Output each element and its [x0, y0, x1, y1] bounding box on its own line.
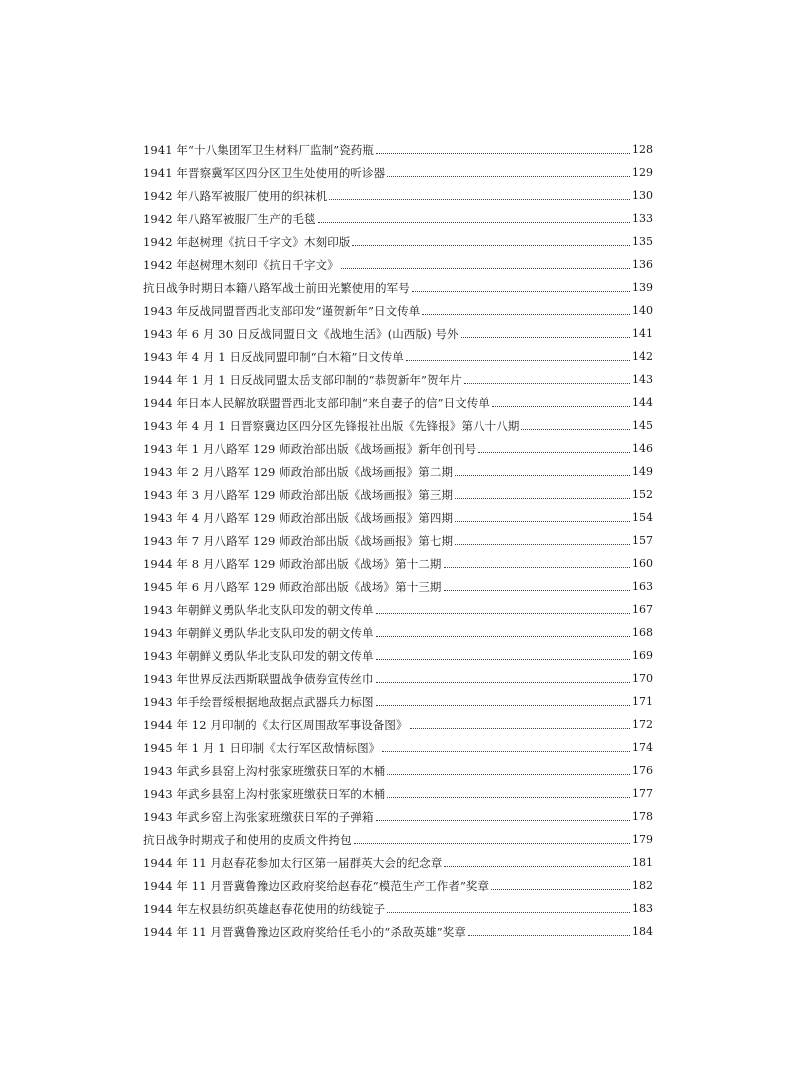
toc-entry[interactable] [143, 433, 653, 456]
toc-entry-page-number: 163 [632, 580, 653, 593]
toc-entry-page-number: 152 [632, 488, 653, 501]
toc-entry-page-number: 145 [632, 419, 653, 432]
toc-entry-title: 1943 年 3 月八路军 129 师政治部出版《战场画报》第三期 [143, 488, 454, 502]
toc-entry[interactable] [143, 479, 653, 502]
toc-entry-title: 1943 年武乡窑上沟张家班缴获日军的子弹箱 [143, 810, 374, 824]
toc-entry-page-number: 133 [632, 212, 653, 225]
toc-entry-page-number: 157 [632, 534, 653, 547]
toc-entry-page-number: 136 [632, 258, 653, 271]
toc-entry[interactable] [143, 548, 653, 571]
toc-entry-title: 1943 年 7 月八路军 129 师政治部出版《战场画报》第七期 [143, 534, 454, 548]
toc-entry-page-number: 167 [632, 603, 653, 616]
toc-entry-title: 1943 年 4 月 1 日晋察冀边区四分区先锋报社出版《先锋报》第八十八期 [143, 419, 520, 433]
toc-entry-page-number: 171 [632, 695, 653, 708]
toc-dot-leader [352, 245, 630, 246]
toc-dot-leader [406, 360, 630, 361]
toc-entry-page-number: 160 [632, 557, 653, 570]
toc-entry-page-number: 183 [632, 902, 653, 915]
toc-entry[interactable] [143, 525, 653, 548]
toc-entry-page-number: 169 [632, 649, 653, 662]
toc-entry-page-number: 182 [632, 879, 653, 892]
toc-entry[interactable] [143, 387, 653, 410]
toc-entry-page-number: 146 [632, 442, 653, 455]
toc-entry-title: 1943 年 4 月八路军 129 师政治部出版《战场画报》第四期 [143, 511, 454, 525]
toc-entry[interactable] [143, 571, 653, 594]
toc-dot-leader [376, 682, 630, 683]
toc-entry[interactable] [143, 180, 653, 203]
toc-entry-title: 1945 年 6 月八路军 129 师政治部出版《战场》第十三期 [143, 580, 442, 594]
toc-entry-page-number: 139 [632, 281, 653, 294]
toc-dot-leader [354, 843, 630, 844]
toc-entry-title: 1944 年日本人民解放联盟晋西北支部印制“来自妻子的信”日文传单 [143, 396, 490, 410]
toc-entry-title: 1943 年反战同盟晋西北支部印发“谨贺新年”日文传单 [143, 304, 421, 318]
toc-entry-page-number: 129 [632, 166, 653, 179]
toc-entry-page-number: 140 [632, 304, 653, 317]
toc-entry[interactable] [143, 870, 653, 893]
toc-entry-page-number: 177 [632, 787, 653, 800]
toc-dot-leader [444, 590, 630, 591]
toc-entry-title: 1941 年“十八集团军卫生材料厂监制”瓷药瓶 [143, 143, 374, 157]
toc-dot-leader [521, 429, 630, 430]
toc-dot-leader [455, 544, 630, 545]
toc-entry-title: 1942 年赵树理木刻印《抗日千字文》 [143, 258, 339, 272]
toc-entry-title: 1944 年 11 月晋冀鲁豫边区政府奖给任毛小的“杀敌英雄”奖章 [143, 925, 466, 939]
toc-entry-page-number: 172 [632, 718, 653, 731]
toc-entry-title: 1943 年 6 月 30 日反战同盟日文《战地生活》(山西版) 号外 [143, 327, 459, 341]
toc-entry[interactable] [143, 295, 653, 318]
toc-entry-page-number: 143 [632, 373, 653, 386]
toc-entry-page-number: 178 [632, 810, 653, 823]
toc-dot-leader [376, 636, 630, 637]
toc-entry-page-number: 176 [632, 764, 653, 777]
toc-dot-leader [387, 176, 630, 177]
toc-entry-page-number: 174 [632, 741, 653, 754]
toc-entry[interactable] [143, 617, 653, 640]
toc-dot-leader [387, 912, 630, 913]
toc-dot-leader [444, 567, 630, 568]
toc-entry[interactable] [143, 318, 653, 341]
toc-dot-leader [376, 705, 630, 706]
toc-entry-page-number: 144 [632, 396, 653, 409]
toc-entry-title: 抗日战争时期日本籍八路军战士前田光繁使用的军号 [143, 281, 410, 295]
toc-dot-leader [341, 268, 630, 269]
toc-entry-title: 1944 年左权县纺织英雄赵春花使用的纺线锭子 [143, 902, 386, 916]
toc-entry[interactable] [143, 203, 653, 226]
toc-entry-title: 1944 年 12 月印制的《太行区周围敌军事设备图》 [143, 718, 408, 732]
toc-entry[interactable] [143, 801, 653, 824]
toc-entry-title: 1943 年 1 月八路军 129 师政治部出版《战场画报》新年创刊号 [143, 442, 477, 456]
toc-entry[interactable] [143, 916, 653, 939]
toc-entry[interactable] [143, 456, 653, 479]
toc-entry-title: 1944 年 11 月赵春花参加太行区第一届群英大会的纪念章 [143, 856, 443, 870]
toc-entry-title: 1943 年武乡县窑上沟村张家班缴获日军的木桶 [143, 764, 386, 778]
toc-entry-page-number: 128 [632, 143, 653, 156]
toc-entry-page-number: 179 [632, 833, 653, 846]
toc-entry-page-number: 168 [632, 626, 653, 639]
toc-entry-title: 1943 年朝鲜义勇队华北支队印发的朝文传单 [143, 603, 374, 617]
toc-entry-page-number: 184 [632, 925, 653, 938]
toc-dot-leader [376, 659, 630, 660]
toc-dot-leader [376, 820, 630, 821]
toc-entry-title: 1945 年 1 月 1 日印制《太行军区敌情标图》 [143, 741, 381, 755]
toc-entry[interactable] [143, 341, 653, 364]
toc-entry[interactable] [143, 157, 653, 180]
toc-entry-title: 1943 年 4 月 1 日反战同盟印制“白木箱”日文传单 [143, 350, 404, 364]
toc-dot-leader [382, 751, 630, 752]
toc-dot-leader [387, 774, 630, 775]
toc-dot-leader [318, 222, 630, 223]
toc-entry-title: 1944 年 11 月晋冀鲁豫边区政府奖给赵春花“模范生产工作者”奖章 [143, 879, 490, 893]
toc-entry-title: 1942 年八路军被服厂使用的织袜机 [143, 189, 328, 203]
toc-entry[interactable] [143, 249, 653, 272]
toc-entry[interactable] [143, 755, 653, 778]
toc-entry-title: 抗日战争时期戎子和使用的皮质文件挎包 [143, 833, 352, 847]
toc-entry-page-number: 149 [632, 465, 653, 478]
toc-dot-leader [478, 452, 630, 453]
toc-entry-page-number: 141 [632, 327, 653, 340]
toc-entry-page-number: 142 [632, 350, 653, 363]
toc-entry[interactable] [143, 594, 653, 617]
toc-entry[interactable] [143, 893, 653, 916]
toc-dot-leader [461, 337, 630, 338]
table-of-contents [143, 134, 653, 939]
toc-dot-leader [491, 889, 630, 890]
toc-dot-leader [455, 498, 630, 499]
toc-dot-leader [410, 728, 630, 729]
toc-entry-title: 1943 年武乡县窑上沟村张家班缴获日军的木桶 [143, 787, 386, 801]
toc-entry[interactable] [143, 134, 653, 157]
toc-entry-title: 1943 年手绘晋绥根据地敌据点武器兵力标图 [143, 695, 374, 709]
toc-dot-leader [376, 613, 630, 614]
toc-dot-leader [329, 199, 630, 200]
toc-entry[interactable] [143, 778, 653, 801]
toc-entry[interactable] [143, 640, 653, 663]
toc-entry-title: 1942 年赵树理《抗日千字文》木刻印版 [143, 235, 351, 249]
toc-entry-title: 1944 年 1 月 1 日反战同盟太岳支部印制的“恭贺新年”贺年片 [143, 373, 462, 387]
toc-dot-leader [468, 935, 630, 936]
toc-dot-leader [492, 406, 630, 407]
toc-dot-leader [422, 314, 630, 315]
toc-entry-title: 1943 年世界反法西斯联盟战争债券宣传丝巾 [143, 672, 374, 686]
toc-entry[interactable] [143, 272, 653, 295]
toc-dot-leader [455, 475, 630, 476]
toc-entry[interactable] [143, 709, 653, 732]
toc-entry[interactable] [143, 410, 653, 433]
toc-entry[interactable] [143, 226, 653, 249]
toc-entry[interactable] [143, 847, 653, 870]
toc-entry[interactable] [143, 824, 653, 847]
toc-entry-page-number: 170 [632, 672, 653, 685]
toc-dot-leader [444, 866, 630, 867]
toc-entry-page-number: 135 [632, 235, 653, 248]
toc-dot-leader [387, 797, 630, 798]
toc-entry-title: 1941 年晋察冀军区四分区卫生处使用的听诊器 [143, 166, 386, 180]
toc-dot-leader [464, 383, 630, 384]
toc-entry-page-number: 130 [632, 189, 653, 202]
toc-entry-title: 1944 年 8 月八路军 129 师政治部出版《战场》第十二期 [143, 557, 442, 571]
toc-dot-leader [376, 153, 630, 154]
toc-dot-leader [412, 291, 630, 292]
toc-entry-title: 1943 年朝鲜义勇队华北支队印发的朝文传单 [143, 626, 374, 640]
toc-entry-title: 1943 年朝鲜义勇队华北支队印发的朝文传单 [143, 649, 374, 663]
toc-dot-leader [455, 521, 630, 522]
toc-entry-title: 1943 年 2 月八路军 129 师政治部出版《战场画报》第二期 [143, 465, 454, 479]
toc-entry[interactable] [143, 732, 653, 755]
toc-entry[interactable] [143, 686, 653, 709]
toc-entry[interactable] [143, 364, 653, 387]
toc-entry[interactable] [143, 663, 653, 686]
toc-entry-page-number: 181 [632, 856, 653, 869]
toc-entry-title: 1942 年八路军被服厂生产的毛毯 [143, 212, 316, 226]
toc-entry[interactable] [143, 502, 653, 525]
toc-entry-page-number: 154 [632, 511, 653, 524]
